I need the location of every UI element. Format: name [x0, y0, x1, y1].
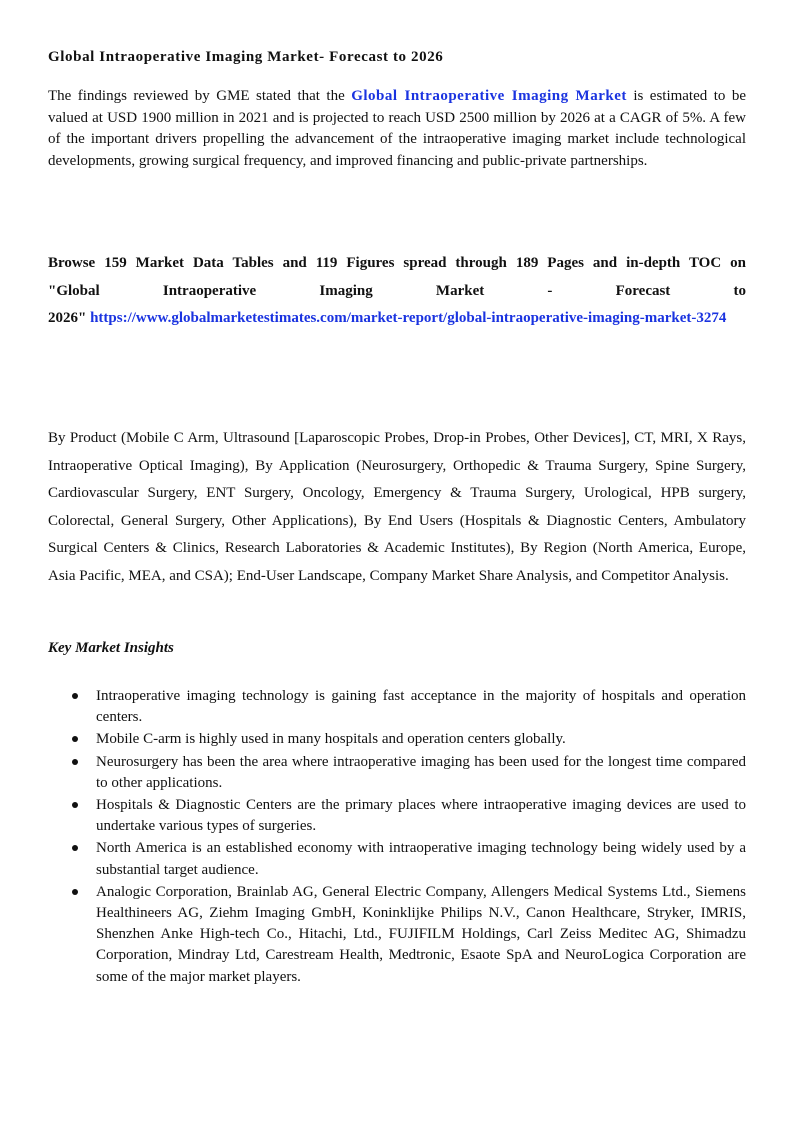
- list-item: [48, 882, 746, 988]
- browse-line-2: "Global Intraoperative Imaging Market - Forecast to: [48, 282, 746, 299]
- list-item: [48, 838, 746, 880]
- list-item-text: North America is an established economy with intraoperative imaging technology being widely used by a substantial target audience.: [96, 840, 746, 878]
- bullet-icon: [72, 759, 78, 765]
- browse-line-3-prefix: 2026": [48, 310, 91, 326]
- intro-text-before: The findings reviewed by GME stated that the: [48, 88, 352, 104]
- list-item-text: Analogic Corporation, Brainlab AG, General Electric Company, Allengers Medical Systems Ltd., Siemens Healthineers AG, Ziehm Imaging GmbH, Koninklijke Philips N.V., Canon Healthcare, Stryker, IMRIS, Shenzhen Anke High-tech Co., Hitachi, Ltd., FUJIFILM Holdings, Carl Zeiss Meditec AG, Shimadzu Corporation, Mindray Ltd, Carestream Health, Medtronic, Esaote SpA and NeuroLogica Corporation are some of the major market players.: [96, 883, 746, 985]
- bullet-icon: [72, 889, 78, 895]
- market-report-link[interactable]: Global Intraoperative Imaging Market: [351, 88, 627, 104]
- list-item: [48, 795, 746, 837]
- insights-list: [48, 686, 746, 989]
- list-item: [48, 729, 746, 750]
- list-item-text: Mobile C-arm is highly used in many hospitals and operation centers globally.: [96, 731, 566, 748]
- bullet-icon: [72, 736, 78, 742]
- bullet-icon: [72, 693, 78, 699]
- key-insights-heading: Key Market Insights: [48, 640, 174, 656]
- bullet-icon: [72, 802, 78, 808]
- list-item-text: Hospitals & Diagnostic Centers are the primary places where intraoperative imaging devices are used to undertake various types of surgeries.: [96, 797, 746, 835]
- segmentation-paragraph: By Product (Mobile C Arm, Ultrasound [Laparoscopic Probes, Drop-in Probes, Other Devices], CT, MRI, X Rays, Intraoperative Optical Imaging), By Application (Neurosurgery, Orthopedic & Trauma Surgery, Spine Surgery, Cardiovascular Surgery, ENT Surgery, Oncology, Emergency & Trauma Surgery, Urological, HPB surgery, Colorectal, General Surgery, Other Applications), By End Users (Hospitals & Diagnostic Centers, Ambulatory Surgical Centers & Clinics, Research Laboratories & Academic Institutes), By Region (North America, Europe, Asia Pacific, MEA, and CSA); End-User Landscape, Company Market Share Analysis, and Competitor Analysis.: [48, 430, 746, 584]
- intro-text-after: is estimated to be valued at USD 1900 million in 2021 and is projected to reach USD 2500 million by 2026 at a CAGR of 5%. A few of the important drivers propelling the advancement of the intraoperative imaging market include technological developments, growing surgical frequency, and improved financing and public-private partnerships.: [48, 88, 746, 169]
- intro-paragraph: [48, 86, 746, 172]
- list-item-text: Intraoperative imaging technology is gaining fast acceptance in the majority of hospitals and operation centers.: [96, 688, 746, 726]
- list-item: [48, 752, 746, 794]
- bullet-icon: [72, 845, 78, 851]
- page-title: Global Intraoperative Imaging Market- Forecast to 2026: [48, 49, 444, 65]
- list-item-text: Neurosurgery has been the area where intraoperative imaging has been used for the longest time compared to other applications.: [96, 753, 746, 791]
- browse-line-1: Browse 159 Market Data Tables and 119 Figures spread through 189 Pages and in-depth TOC on: [48, 255, 746, 271]
- browse-paragraph: [48, 250, 746, 333]
- report-url-link[interactable]: https://www.globalmarketestimates.com/market-report/global-intraoperative-imaging-market-3274: [90, 310, 727, 326]
- list-item: [48, 686, 746, 728]
